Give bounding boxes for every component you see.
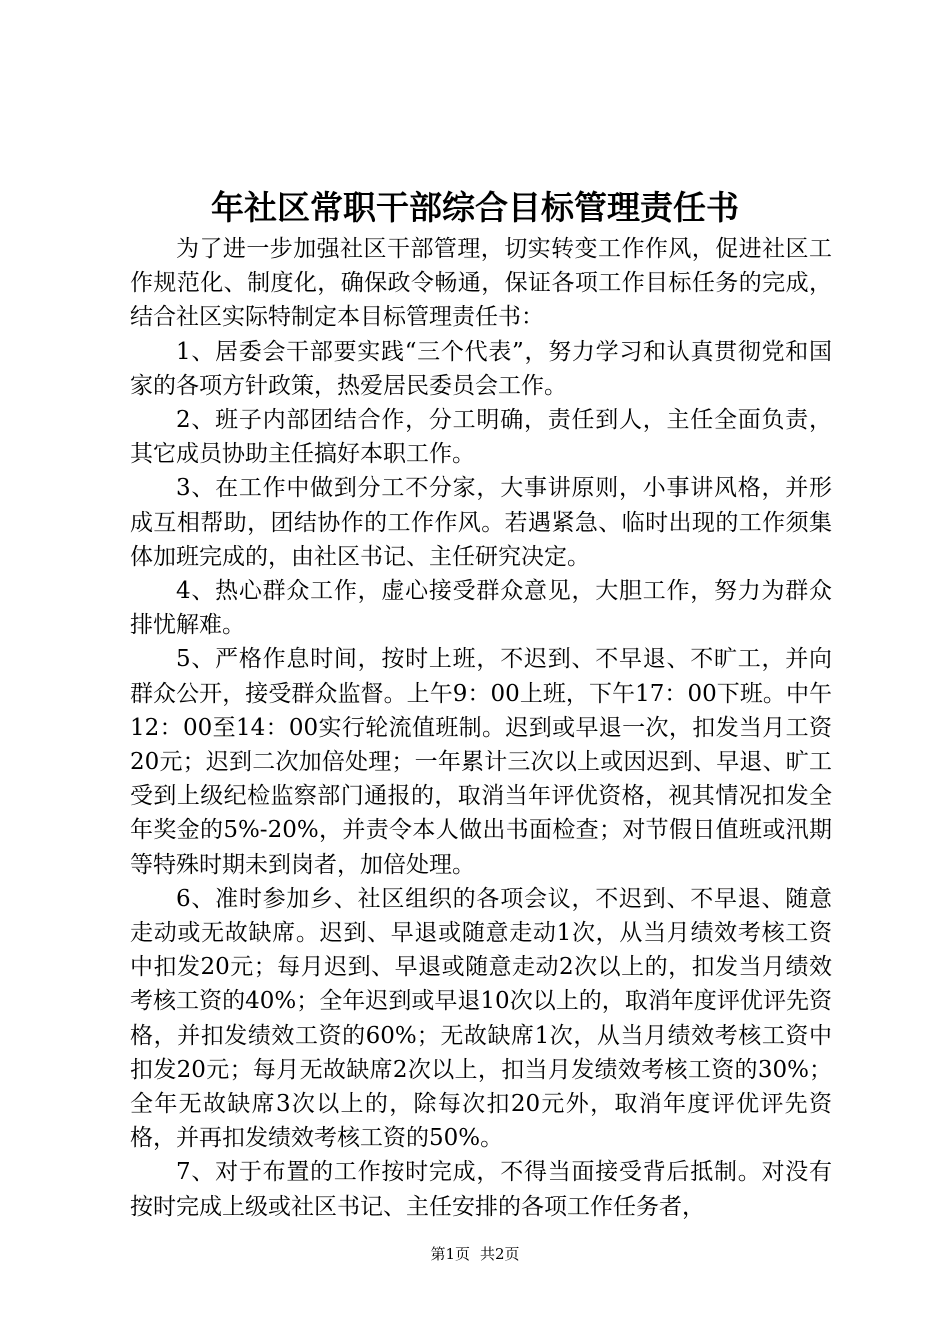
- clause-5-paragraph: 5、严格作息时间，按时上班，不迟到、不早退、不旷工，并向群众公开，接受群众监督。上午9：00上班，下午17：00下班。中午12：00至14：00实行轮流值班制。迟到或早退一次，扣发当月工资20元；迟到二次加倍处理；一年累计三次以上或因迟到、早退、旷工受到上级纪检监察部门通报的，取消当年评优资格，视其情况扣发全年奖金的5%-20%，并责令本人做出书面检查；对节假日值班或汛期等特殊时期未到岗者，加倍处理。: [130, 646, 832, 878]
- clause-4-paragraph: 4、热心群众工作，虚心接受群众意见，大胆工作，努力为群众排忧解难。: [130, 578, 832, 639]
- document-body: [130, 232, 832, 1224]
- page-footer: [0, 1244, 950, 1264]
- clause-6-paragraph: 6、准时参加乡、社区组织的各项会议，不迟到、不早退、随意走动或无故缺席。迟到、早退或随意走动1次，从当月绩效考核工资中扣发20元；每月迟到、早退或随意走动2次以上的，扣发当月绩效考核工资的40%；全年迟到或早退10次以上的，取消年度评优评先资格，并扣发绩效工资的60%；无故缺席1次，从当月绩效考核工资中扣发20元；每月无故缺席2次以上，扣当月发绩效考核工资的30%；全年无故缺席3次以上的，除每次扣20元外，取消年度评优评先资格，并再扣发绩效考核工资的50%。: [130, 885, 832, 1152]
- clause-3-paragraph: 3、在工作中做到分工不分家，大事讲原则，小事讲风格，并形成互相帮助，团结协作的工作作风。若遇紧急、临时出现的工作须集体加班完成的，由社区书记、主任研究决定。: [130, 475, 832, 570]
- clause-2-paragraph: 2、班子内部团结合作，分工明确，责任到人，主任全面负责，其它成员协助主任搞好本职工作。: [130, 407, 832, 468]
- page-total: 共2页: [480, 1245, 520, 1263]
- clause-7-paragraph: 7、对于布置的工作按时完成，不得当面接受背后抵制。对没有按时完成上级或社区书记、主任安排的各项工作任务者，: [130, 1159, 832, 1220]
- document-title: 年社区常职干部综合目标管理责任书: [211, 188, 739, 227]
- page-number: 第1页: [430, 1245, 470, 1263]
- intro-paragraph: 为了进一步加强社区干部管理，切实转变工作作风，促进社区工作规范化、制度化，确保政令畅通，保证各项工作目标任务的完成，结合社区实际特制定本目标管理责任书：: [130, 236, 832, 331]
- clause-1-paragraph: 1、居委会干部要实践“三个代表”，努力学习和认真贯彻党和国家的各项方针政策，热爱居民委员会工作。: [130, 338, 832, 399]
